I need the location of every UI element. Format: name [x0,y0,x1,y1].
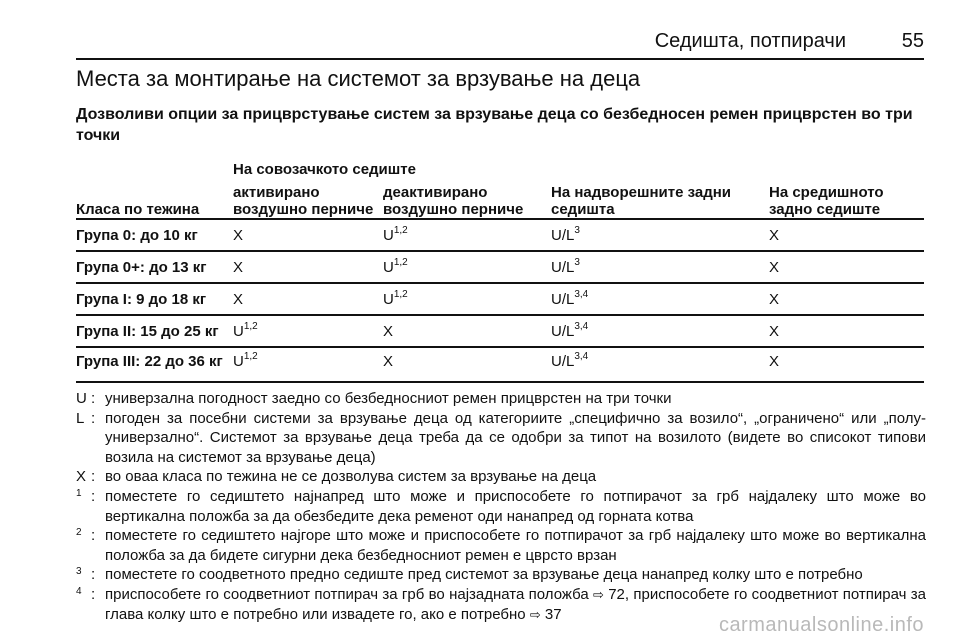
installation-table [76,152,924,375]
col-outer-rear-seats: На надворешните задни седишта [551,178,769,219]
note-key: L [76,409,85,427]
col-weight-class: Класа по тежина [76,178,233,219]
table-bottom-rule [76,381,924,383]
note-item: 2 : поместете го седиштето најгоре што може и приспособете го потпирачот за грб најдалеку што може во вертикална положба за да бидете сигурни дека безбедносниот ремен е цврсто врзан [76,527,926,564]
watermark: carmanualsonline.info [718,614,924,636]
col-airbag-deactivated: деактивирано воздушно перниче [383,178,551,219]
col-middle-rear-seat: На средишното задно седиште [769,178,924,219]
note-key: U [76,390,87,407]
cell-airbag-deactivated: U$^{1,2}$ [383,251,551,283]
weight-class: Група 0: до 10 кг [76,219,233,251]
cell-middle-rear: X [769,219,924,251]
cell-airbag-deactivated: X [383,353,394,370]
cell-airbag-active: X [233,219,383,251]
note-key: 3 [76,566,82,578]
weight-class: Група I: 9 до 18 кг [76,283,233,315]
cell-airbag-deactivated: U$^{1,2}$ [383,219,551,251]
note-key: 1 [76,487,82,499]
note-item: 4 : приспособете го соодветниот потпирач за грб во најзадната положба ⇨ 72, приспособете го соодветниот потпирач за глава колку што е потребно или извадете го, ако е потребно ⇨ 37 [76,585,926,623]
weight-class: Група 0+: до 13 кг [76,251,233,283]
note-text: поместете го седиштето најгоре што може и приспособете го потпирачот за грб најдалеку што може во вертикална положба за да бидете сигурни дека безбедносниот ремен е цврсто врзан [105,527,926,564]
cell-airbag-active: U$^{1,2}$ [233,351,258,370]
cell-middle-rear: X [769,353,780,370]
note-text: приспособете го соодветниот потпирач за грб во најзадната положба ⇨ 72, приспособете го соодветниот потпирач за глава колку што е потребно или извадете го, ако е потребно ⇨ 37 [105,585,926,623]
weight-class: Група III: 22 до 36 кг [76,353,223,370]
cell-airbag-active: X [233,251,383,283]
section-title: Седишта, потпирачи [654,30,846,52]
note-text: универзална погодност заедно со безбедносниот ремен прицврстен на три точки [105,390,672,407]
cell-outer-rear: $U/L^{3,4}$ [551,283,769,315]
page-title: Места за монтирање на системот за врзување на деца [76,66,641,91]
note-item: X : во оваа класа по тежина не се дозволува систем за врзување на деца [76,467,926,487]
cell-outer-rear: $U/L^{3,4}$ [551,351,589,370]
cell-middle-rear: X [769,283,924,315]
note-item: U : универзална погодност заедно со безбедносниот ремен прицврстен на три точки [76,389,926,409]
table-row [76,219,924,251]
note-item: 3 : поместете го соодветното предно седиште пред системот за врзување деца нанапред колку што е потребно [76,565,926,585]
cell-middle-rear: X [769,251,924,283]
note-text: во оваа класа по тежина не се дозволува систем за врзување на деца [105,468,597,486]
table-row [76,315,924,347]
note-text: поместете го седиштето најнапред што може и приспособете го потпирачот за грб најдалеку што може во вертикална положба за да обезбедите дека ременот оди нанапред од горната котва [105,487,926,525]
cell-outer-rear: $U/L^3$ [551,251,769,283]
note-key: X [76,468,87,486]
page-header [76,28,924,60]
table-row [76,283,924,315]
page-reference-arrow-icon: ⇨ [593,586,604,602]
page-reference-link[interactable]: 37 [544,605,562,623]
legend-notes [76,389,926,624]
note-key: 2 [76,527,82,539]
note-text: поместете го соодветното предно седиште пред системот за врзување деца нанапред колку што е потребно [105,566,863,584]
table-row [76,347,924,375]
col-airbag-active: активирано воздушно перниче [233,178,383,219]
cell-airbag-active: U$^{1,2}$ [233,315,383,347]
note-key: 4 [76,585,82,597]
weight-class: Група II: 15 до 25 кг [76,315,233,347]
note-item: L : погоден за посебни системи за врзување деца од категориите „специфично за возило“, „ограничено“ или „полу-универзално“. Системот за врзување деца треба да се одобри за типот на возилото (видете во списокот типови возила на системот за врзување деца) [76,409,926,466]
cell-airbag-deactivated: U$^{1,2}$ [383,283,551,315]
table-caption: Дозволиви опции за прицврстување систем за врзување деца со безбедносен ремен прицврстен во три точки [76,106,913,144]
front-passenger-group-header: На совозачкото седиште [233,161,416,178]
cell-outer-rear: $U/L^3$ [551,219,769,251]
cell-airbag-active: X [233,283,383,315]
page-reference-arrow-icon: ⇨ [529,606,541,622]
page-reference-link[interactable]: 72 [608,585,625,603]
cell-middle-rear: X [769,315,924,347]
page-number: 55 [901,30,924,52]
table-row [76,251,924,283]
cell-outer-rear: $U/L^{3,4}$ [551,315,769,347]
note-item: 1 : поместете го седиштето најнапред што може и приспособете го потпирачот за грб најдалеку што може во вертикална положба за да обезбедите дека ременот оди нанапред од горната котва [76,487,926,525]
cell-airbag-deactivated: X [383,315,551,347]
note-text: погоден за посебни системи за врзување деца од категориите „специфично за возило“, „ограничено“ или „полу-универзално“. Системот за врзување деца треба да се одобри за типот на возилото (видете во списокот типови возила на системот за врзување деца) [105,409,926,466]
